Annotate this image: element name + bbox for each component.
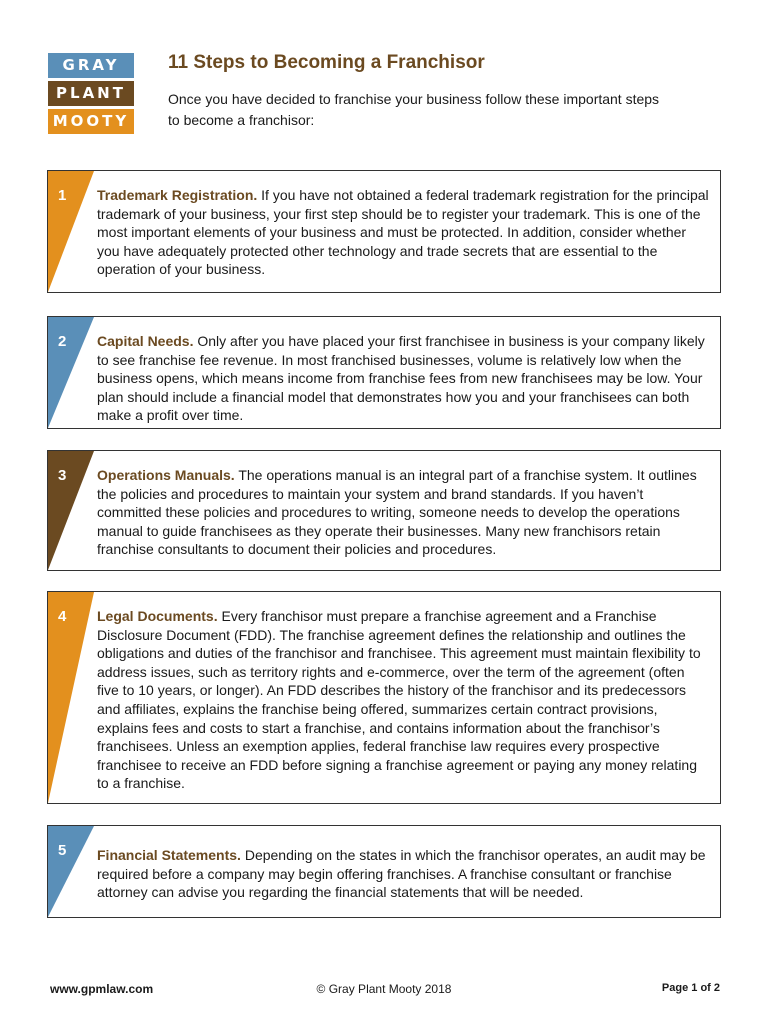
step-3-triangle-marker bbox=[48, 451, 94, 570]
step-heading: Operations Manuals. bbox=[97, 467, 235, 483]
step-text: The operations manual is an integral part of a franchise system. It outlines the policies and procedures to maintain your system and brand standards. If you haven’t committed these policies and procedures to writing, someone needs to develop the operations manual to guide franchisees as they operate their businesses. Many new franchisors retain franchise consultants to document their policies and procedures. bbox=[97, 467, 697, 558]
step-heading: Legal Documents. bbox=[97, 608, 218, 624]
logo-line-plant: PLANT bbox=[48, 81, 134, 106]
step-4-triangle-marker bbox=[48, 592, 94, 803]
step-card-2 bbox=[47, 316, 721, 429]
step-body bbox=[97, 186, 710, 279]
step-text: Depending on the states in which the franchisor operates, an audit may be required before a company may begin offering franchises. A franchise consultant or franchise attorney can advise you regarding the financial statements that will be needed. bbox=[97, 847, 706, 901]
step-heading: Capital Needs. bbox=[97, 333, 194, 349]
step-5-triangle-marker bbox=[48, 826, 94, 917]
step-heading: Trademark Registration. bbox=[97, 187, 258, 203]
logo-line-mooty: MOOTY bbox=[48, 109, 134, 134]
step-text: Every franchisor must prepare a franchise agreement and a Franchise Disclosure Document (FDD). The franchise agreement defines the relationship and outlines the obligations and duties of the franchisor and franchisee. This agreement must maintain flexibility to address issues, such as territory rights and e-commerce, over the term of the agreement (often five to 10 years, or longer). An FDD describes the history of the franchisor and its predecessors and affiliates, explains the franchise being offered, summarizes certain contract provisions, explains fees and costs to start a franchise, and contains information about the franchisor’s franchisees. Unless an exemption applies, federal franchise law requires every prospective franchisee to receive an FDD before signing a franchise agreement or paying any money relating to a franchise. bbox=[97, 608, 701, 792]
step-body bbox=[97, 607, 710, 793]
step-number: 4 bbox=[58, 608, 67, 625]
step-number: 1 bbox=[58, 187, 67, 204]
step-number: 2 bbox=[58, 333, 67, 350]
intro-text: Once you have decided to franchise your business follow these important steps to become a franchisor: bbox=[168, 91, 660, 128]
step-body bbox=[97, 332, 710, 425]
step-heading: Financial Statements. bbox=[97, 847, 241, 863]
page-title: 11 Steps to Becoming a Franchisor bbox=[168, 52, 485, 73]
company-logo bbox=[48, 53, 134, 137]
step-card-4 bbox=[47, 591, 721, 804]
step-2-triangle-marker bbox=[48, 317, 94, 428]
step-text: Only after you have placed your first franchisee in business is your company likely to see franchise fee revenue. In most franchised businesses, volume is relatively low when the business opens, which means income from franchise fees from new franchisees may be low. Your plan should include a financial model that demonstrates how you and your franchisees can both make a profit over time. bbox=[97, 333, 705, 424]
step-number: 5 bbox=[58, 842, 67, 859]
step-body bbox=[97, 466, 710, 559]
footer-copyright: © Gray Plant Mooty 2018 bbox=[316, 982, 452, 996]
step-1-triangle-marker bbox=[48, 171, 94, 292]
step-card-5 bbox=[47, 825, 721, 918]
step-text: If you have not obtained a federal trademark registration for the principal trademark of your business, your first step should be to register your trademark. This is one of the most important elements of your business and must be protected. In addition, consider whether you have adequately protected other technology and trade secrets that are essential to the operation of your business. bbox=[97, 187, 709, 278]
step-body bbox=[97, 846, 710, 902]
footer-page-number: Page 1 of 2 bbox=[661, 982, 720, 994]
step-card-3 bbox=[47, 450, 721, 571]
step-card-1 bbox=[47, 170, 721, 293]
step-number: 3 bbox=[58, 467, 67, 484]
footer-website-link[interactable]: www.gpmlaw.com bbox=[50, 982, 154, 996]
logo-line-gray: GRAY bbox=[48, 53, 134, 78]
